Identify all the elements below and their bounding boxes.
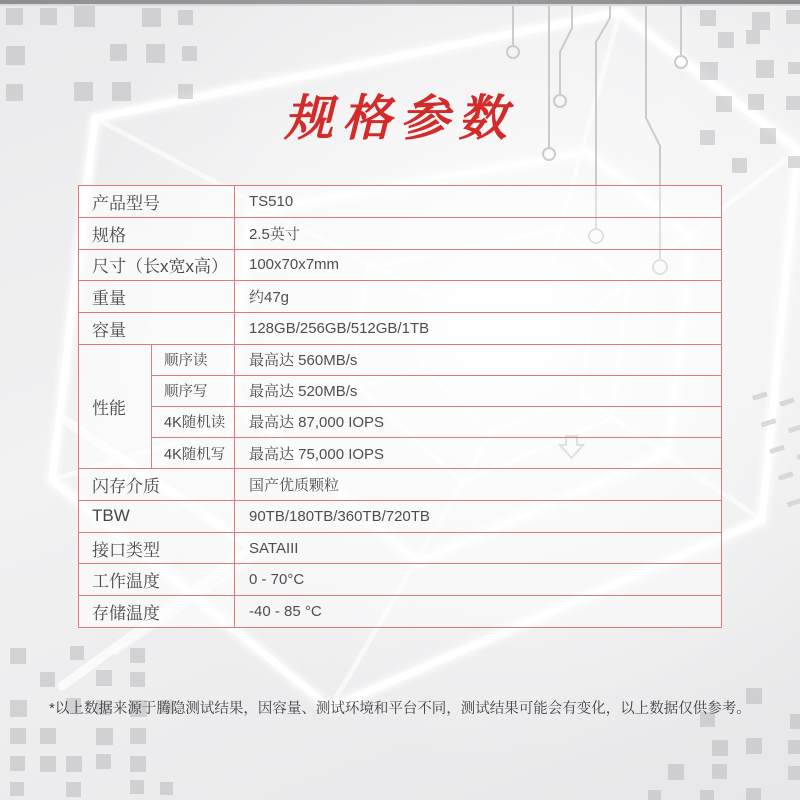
row-value: 最高达 75,000 IOPS (235, 438, 721, 468)
table-row-model (79, 186, 721, 218)
table-row-4k-random-write (152, 438, 721, 468)
row-value: 100x70x7mm (235, 250, 721, 281)
performance-group (79, 345, 721, 469)
performance-subrows (152, 345, 721, 468)
table-row-operating-temp (79, 564, 721, 596)
row-label: 接口类型 (79, 533, 235, 564)
table-row-4k-random-read (152, 407, 721, 438)
top-edge-strip (0, 0, 800, 6)
row-sublabel: 4K随机写 (152, 438, 235, 468)
table-row-flash-media (79, 469, 721, 501)
table-row-seq-write (152, 376, 721, 407)
table-row-interface (79, 533, 721, 565)
row-sublabel: 4K随机读 (152, 407, 235, 437)
row-value: 最高达 87,000 IOPS (235, 407, 721, 437)
row-label: 规格 (79, 218, 235, 249)
row-label: 闪存介质 (79, 469, 235, 500)
row-label: TBW (79, 501, 235, 532)
row-label: 尺寸（长x宽x高） (79, 250, 235, 281)
footnote: *以上数据来源于腾隐测试结果，因容量、测试环境和平台不同，测试结果可能会有变化，以上数据仅供参考。 (49, 701, 751, 717)
row-value: 128GB/256GB/512GB/1TB (235, 313, 721, 344)
row-label: 重量 (79, 281, 235, 312)
table-row-dimensions (79, 250, 721, 282)
row-label: 存储温度 (79, 596, 235, 627)
row-label: 容量 (79, 313, 235, 344)
row-value: TS510 (235, 186, 721, 217)
row-value: 2.5英寸 (235, 218, 721, 249)
row-value: 90TB/180TB/360TB/720TB (235, 501, 721, 532)
row-value: SATAIII (235, 533, 721, 564)
row-label: 工作温度 (79, 564, 235, 595)
row-value: 最高达 520MB/s (235, 376, 721, 406)
row-sublabel: 顺序写 (152, 376, 235, 406)
table-row-weight (79, 281, 721, 313)
row-value: 约47g (235, 281, 721, 312)
row-value: 0 - 70°C (235, 564, 721, 595)
table-row-form-factor (79, 218, 721, 250)
row-sublabel: 顺序读 (152, 345, 235, 375)
row-value: 国产优质颗粒 (235, 469, 721, 500)
spec-table (78, 185, 722, 628)
table-row-capacity (79, 313, 721, 345)
row-value: -40 - 85 °C (235, 596, 721, 627)
table-row-tbw (79, 501, 721, 533)
table-row-storage-temp (79, 596, 721, 627)
performance-label: 性能 (79, 345, 152, 468)
row-value: 最高达 560MB/s (235, 345, 721, 375)
table-row-seq-read (152, 345, 721, 376)
row-label: 产品型号 (79, 186, 235, 217)
page-title: 规格参数 (283, 92, 516, 146)
